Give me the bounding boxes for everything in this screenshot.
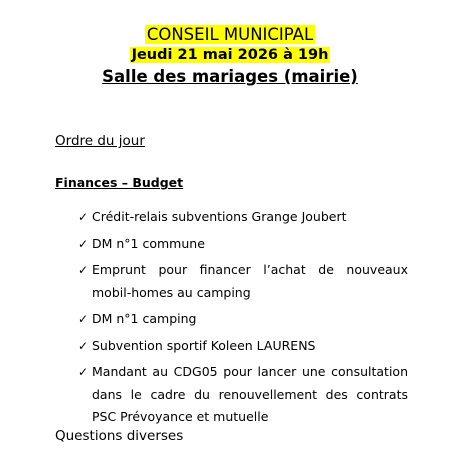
meeting-date (0, 45, 460, 66)
questions-diverses: Questions diverses (55, 428, 184, 444)
list-item (78, 206, 408, 229)
checkmark-icon: ✓ (78, 263, 89, 277)
checkmark-icon: ✓ (78, 210, 89, 224)
council-title-text: CONSEIL MUNICIPAL (146, 25, 314, 44)
title-block (0, 24, 460, 87)
list-item (78, 335, 408, 358)
checkmark-icon: ✓ (78, 312, 89, 326)
list-item-text: Crédit-relais subventions Grange Joubert (92, 209, 347, 224)
list-item (78, 259, 408, 304)
meeting-date-text: Jeudi 21 mai 2026 à 19h (131, 47, 329, 63)
list-item (78, 361, 408, 429)
checkmark-icon: ✓ (78, 236, 89, 251)
agenda-items-list (78, 206, 408, 433)
agenda-heading: Ordre du jour (55, 133, 145, 149)
list-item-text: DM n°1 camping (92, 311, 197, 326)
list-item-text: Mandant au CDG05 pour lancer une consultation dans le cadre du renouvellement des contrats PSC Prévoyance et mutuelle (92, 364, 408, 424)
list-item-text: Subvention sportif Koleen LAURENS (92, 337, 316, 353)
list-item-text: DM n°1 commune (92, 235, 205, 251)
list-item (78, 308, 408, 331)
checkmark-icon: ✓ (78, 338, 89, 353)
list-item-text: Emprunt pour financer l’achat de nouveaux mobil-homes au camping (92, 262, 408, 300)
meeting-location: Salle des mariages (mairie) (102, 67, 358, 86)
checkmark-icon: ✓ (78, 365, 89, 379)
list-item (78, 233, 408, 256)
council-title (0, 24, 460, 45)
section-heading: Finances – Budget (55, 175, 184, 190)
